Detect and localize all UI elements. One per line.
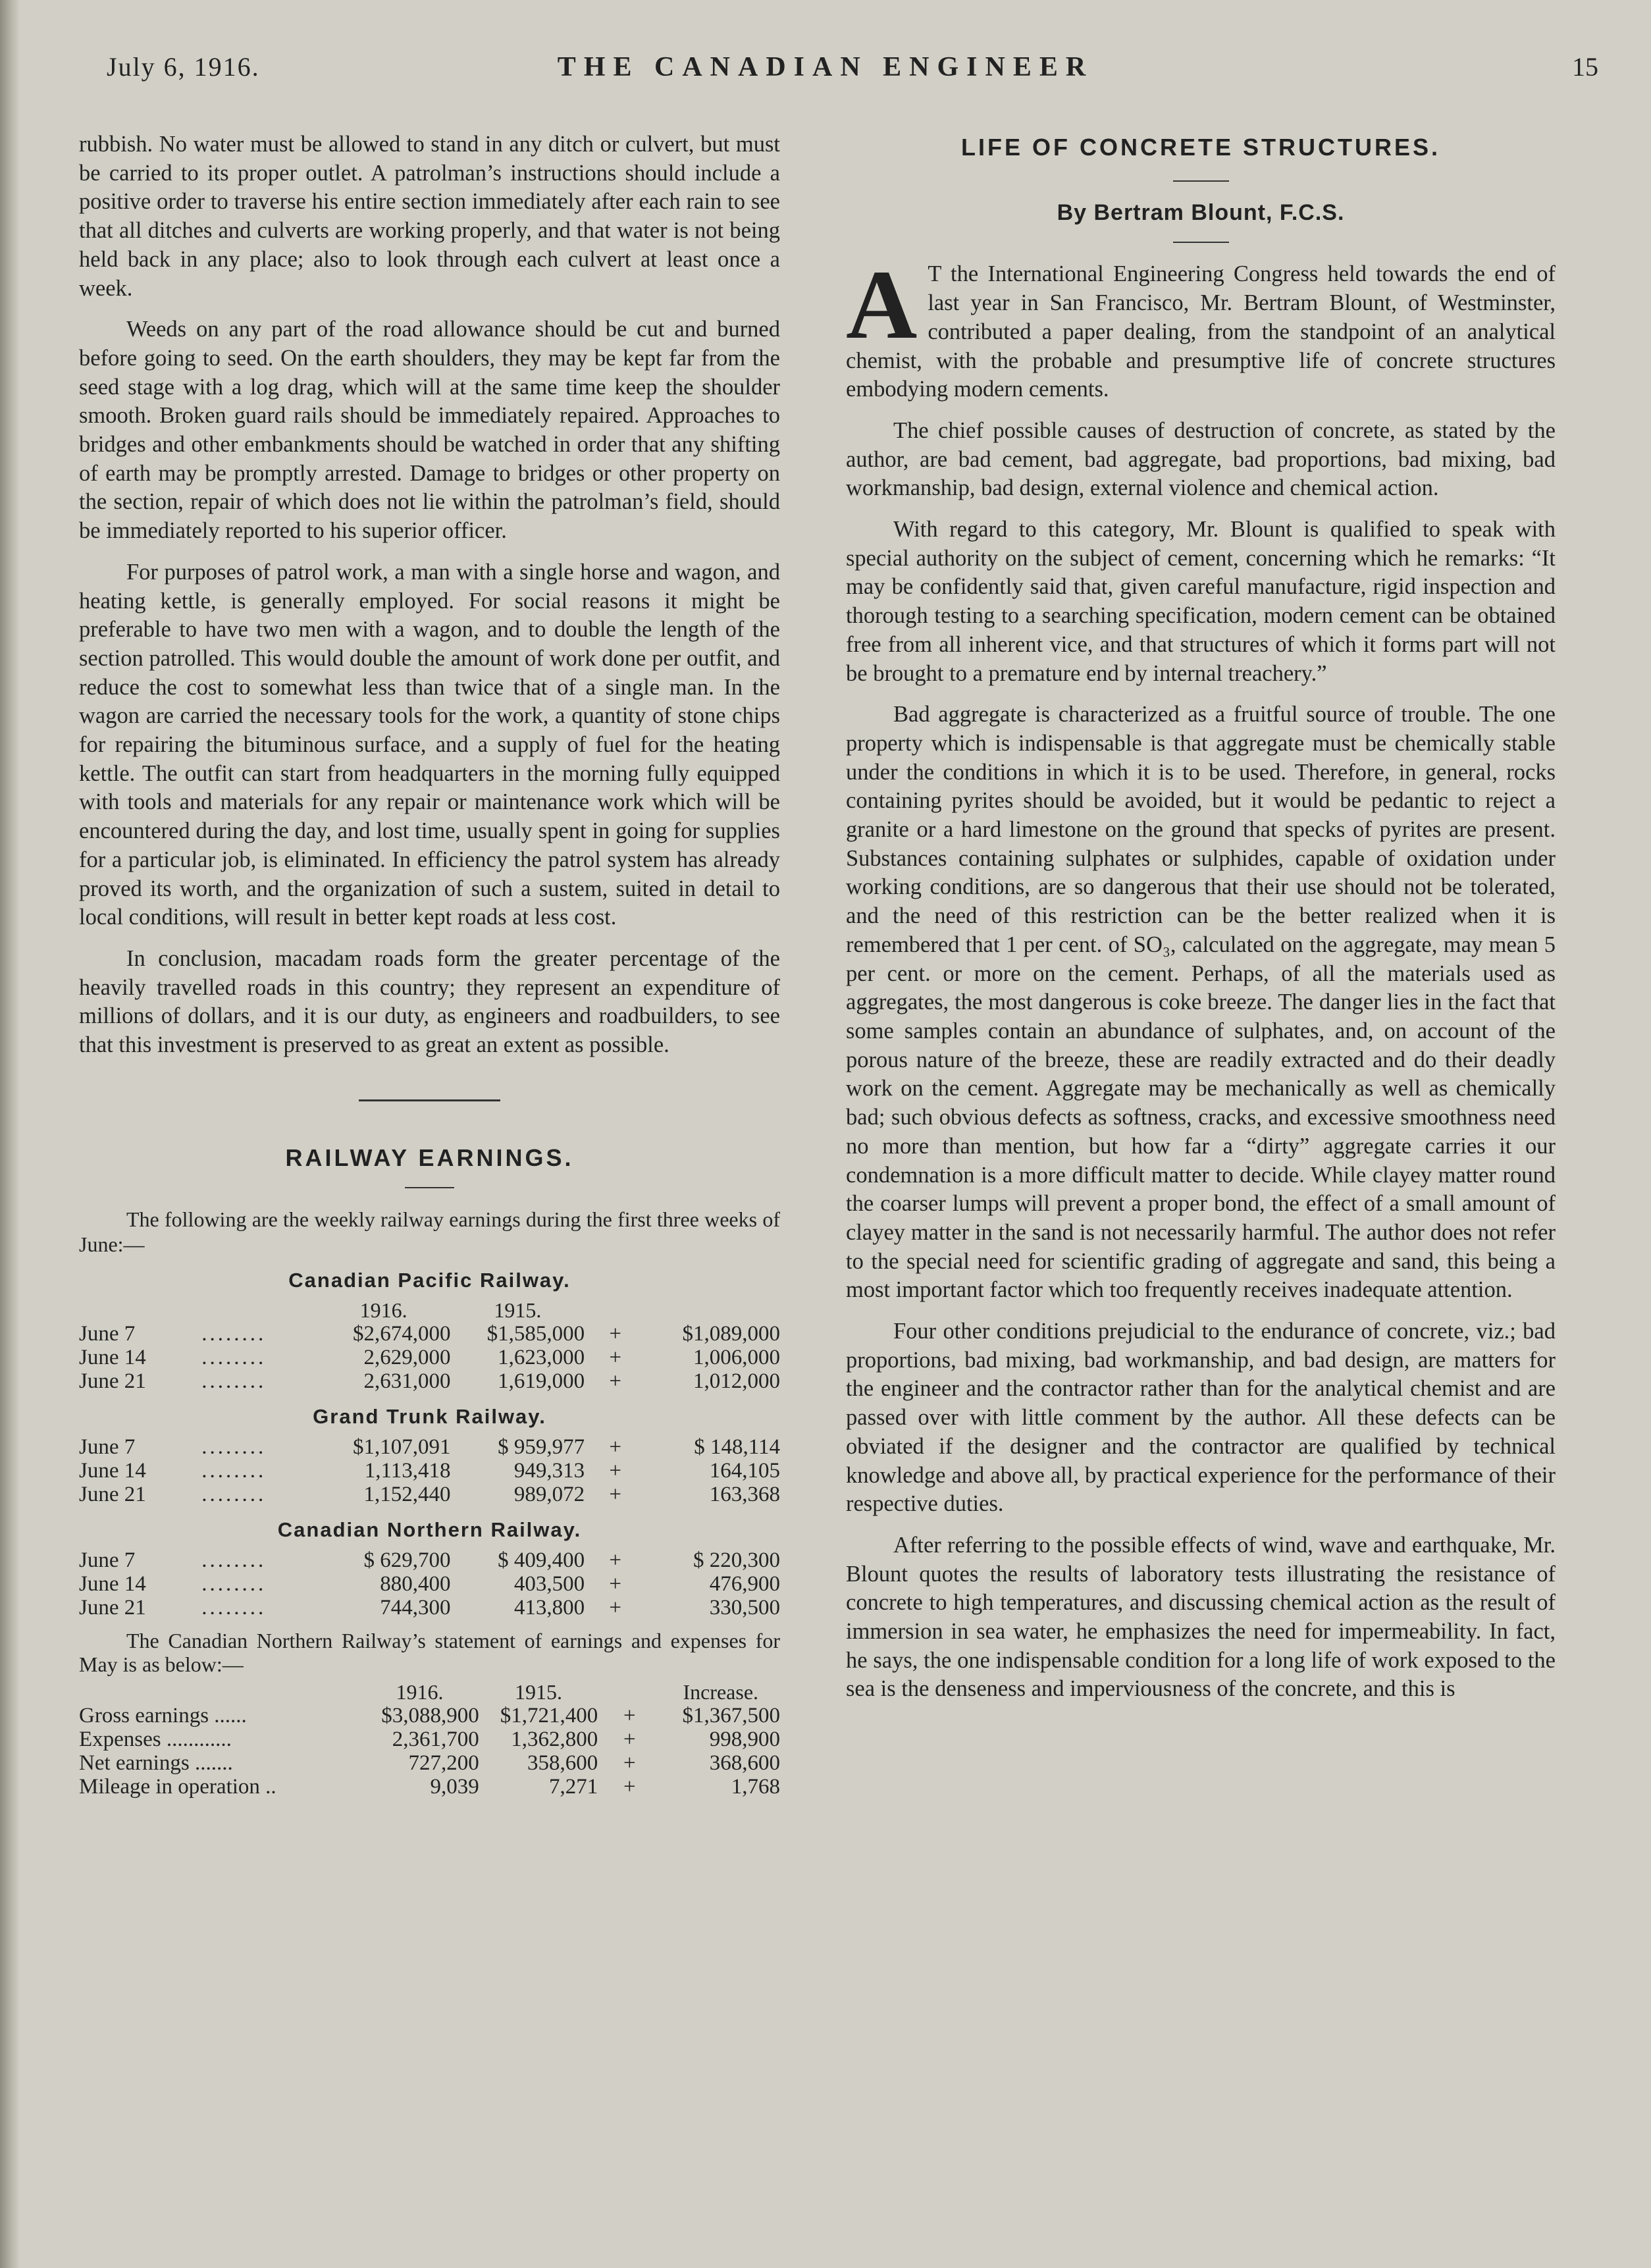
- drop-cap: A: [846, 250, 918, 360]
- table-row: Expenses ............ 2,361,700 1,362,800 + 998,900: [79, 1727, 780, 1751]
- article-paragraph: Bad aggregate is characterized as a fruitful source of trouble. The one property which is indispensable is that aggregate must be chemically stable under the conditions in which it is to be used. Therefore, in general, rocks containing pyrites should be avoided, but it would be pedantic to reject a granite or a hard limestone on the ground that specks of pyrites are present. Substances containing sulphates or sulphides, capable of oxidation under working conditions, are so dangerous that their use should not be tolerated, and the need of this restriction can be the better realized when it is remembered that 1 per cent. of SO₃, calculated on the aggregate, may mean 5 per cent. or more on the cement. Perhaps, of all the materials used as aggregates, the most dangerous is coke breeze. The danger lies in the fact that some samples contain an abundance of sulphates, and, on account of the porous nature of the breeze, these are readily extracted and do their deadly work on the cement. Aggregate may be mechanically as well as chemically bad; such obvious defects as softness, cracks, and excessive smoothness need no more than mention, but how far a “dirty” aggregate carries it our condemnation is a more difficult matter to decide. While clayey matter round the coarser lumps will prevent a proper bond, the effect of a small amount of clayey matter in the sand is not necessarily harmful. The author does not refer to the special need for scientific grading of aggregate and sand, this being a most important factor which too frequently receives inadequate attention.: [846, 702, 1556, 1303]
- table-row: June 14 ........ 880,400 403,500 + 476,900: [79, 1571, 780, 1596]
- table-row: June 21 ........ 1,152,440 989,072 + 163,368: [79, 1482, 780, 1506]
- article-title: LIFE OF CONCRETE STRUCTURES.: [960, 134, 1440, 161]
- col-1915: 1915.: [494, 1298, 542, 1323]
- right-column: [846, 130, 1556, 1716]
- byline-rule: [1173, 242, 1229, 243]
- railway-intro: The following are the weekly railway earnings during the first three weeks of June:—: [79, 1207, 780, 1256]
- section-divider: [359, 1099, 500, 1101]
- table-row: June 7 ........ $2,674,000 $1,585,000 + $1,089,000: [79, 1322, 780, 1346]
- table-row: June 21 ........ 744,300 413,800 + 330,500: [79, 1595, 780, 1620]
- table-row: Gross earnings ...... $3,088,900 $1,721,400 + $1,367,500: [79, 1703, 780, 1727]
- article-byline: By Bertram Blount, F.C.S.: [1057, 199, 1345, 225]
- table-row: June 14 ........ 2,629,000 1,623,000 + 1,006,000: [79, 1346, 780, 1370]
- table-row: June 21 ........ 2,631,000 1,619,000 + 1,012,000: [79, 1369, 780, 1394]
- railway-earnings-tables: [79, 1266, 780, 1620]
- table-row: June 14 ........ 1,113,418 949,313 + 164,105: [79, 1458, 780, 1483]
- earnings-table: [79, 1298, 780, 1393]
- table-row: June 7 ........ $1,107,091 $ 959,977 + $ 148,114: [79, 1435, 780, 1459]
- col-1916: 1916.: [359, 1298, 407, 1323]
- issue-date: July 6, 1916.: [107, 52, 260, 82]
- railway-name: Grand Trunk Railway.: [313, 1405, 546, 1429]
- left-column: [79, 130, 780, 1799]
- earnings-table: [79, 1435, 780, 1506]
- binding-edge: [0, 0, 20, 2268]
- railway-name: Canadian Northern Railway.: [277, 1517, 582, 1541]
- article-paragraph: rubbish. No water must be allowed to stand in any ditch or culvert, but must be carried to its proper outlet. A patrolman’s instructions should include a positive order to traverse his entire section immediately after each rain to see that all ditches and culverts are working properly, and that water is not being held back in any place; also to look through each culvert at least once a week.: [79, 132, 780, 301]
- lead-paragraph: [846, 250, 1556, 404]
- cn-statement-intro: The Canadian Northern Railway’s statement of earnings and expenses for May is as below:—: [79, 1628, 780, 1676]
- railway-earnings-title: RAILWAY EARNINGS.: [285, 1144, 574, 1171]
- title-rule: [405, 1187, 454, 1188]
- cn-statement-table: 1916. 1915. Increase. Gross earnings ...... $3,088,900 $1,721,400 + $1,367,500 Expenses ............ 2,361,700 1,362,800 + 998,900 Net earnings ....... 727,200 358,600 + 368,600 Mileage in operation .. 9,039 7,271 + 1,768: [79, 1679, 780, 1799]
- article-paragraph: With regard to this category, Mr. Blount is qualified to speak with special authority on the subject of cement, concerning which he remarks: “It may be confidently said that, given careful manufacture, rigid inspection and thorough testing to a searching specification, modern cement can be obtained free from all inherent vice, and that structures of which it forms part will not be brought to a premature end by internal treachery.”: [846, 517, 1556, 686]
- running-header: [99, 51, 1598, 97]
- lead-text: T the International Engineering Congress held towards the end of last year in San Francisco, Mr. Bertram Blount, of Westminster, contributed a paper dealing, from the standpoint of an analytical chemist, with the probable and presumptive life of concrete structures embodying modern cements.: [846, 261, 1556, 402]
- page-number: 15: [1572, 52, 1598, 82]
- table-row: Net earnings ....... 727,200 358,600 + 368,600: [79, 1751, 780, 1775]
- title-rule: [1173, 180, 1229, 182]
- article-paragraph: For purposes of patrol work, a man with a single horse and wagon, and heating kettle, is generally employed. For social reasons it might be preferable to have two men with a wagon, and to double the length of the section patrolled. This would double the amount of work done per outfit, and reduce the cost to somewhat less than twice that of a single man. In the wagon are carried the necessary tools for the work, a quantity of stone chips for repairing the bituminous surface, and a supply of fuel for the heating kettle. The outfit can start from headquarters in the morning fully equipped with tools and materials for any repair or maintenance work which will be encountered during the day, and lost time, usually spent in going for supplies for a particular job, is eliminated. In efficiency the patrol system has already proved its worth, and the organization of such a sustem, suited in detail to local conditions, will result in better kept roads at less cost.: [79, 559, 780, 930]
- railway-name: Canadian Pacific Railway.: [288, 1268, 571, 1292]
- earnings-table: [79, 1548, 780, 1620]
- table-row: June 7 ........ $ 629,700 $ 409,400 + $ 220,300: [79, 1548, 780, 1572]
- table-row: Mileage in operation .. 9,039 7,271 + 1,768: [79, 1774, 780, 1799]
- article-paragraph: After referring to the possible effects of wind, wave and earthquake, Mr. Blount quotes the results of laboratory tests illustrating the resistance of concrete to high temperatures, and discussing chemical action as the result of immersion in sea water, he emphasizes the need for impermeability. In fact, he says, the one indispensable condition for a long life of work exposed to the sea is the denseness and imperviousness of the concrete, and this is: [846, 1532, 1556, 1702]
- article-paragraph: The chief possible causes of destruction of concrete, as stated by the author, are bad cement, bad aggregate, bad proportions, bad mixing, bad workmanship, bad design, external violence and chemical action.: [846, 417, 1556, 501]
- article-paragraph: Four other conditions prejudicial to the endurance of concrete, viz.; bad proportions, bad mixing, bad workmanship, and bad design, are matters for the engineer and the contractor rather than for the analytical chemist and are passed over with little comment by the author. All these defects can be obviated if the designer and the contractor are qualified by technical knowledge and above all, by practical experience for the performance of their respective duties.: [846, 1319, 1556, 1517]
- journal-title: THE CANADIAN ENGINEER: [557, 52, 1094, 82]
- article-paragraph: In conclusion, macadam roads form the greater percentage of the heavily travelled roads in this country; they represent an expenditure of millions of dollars, and it is our duty, as engineers and roadbuilders, to see that this investment is preserved to as great an extent as possible.: [79, 945, 780, 1058]
- article-paragraph: Weeds on any part of the road allowance should be cut and burned before going to seed. On the earth shoulders, they may be kept far from the seed stage with a log drag, which will at the same time keep the shoulder smooth. Broken guard rails should be immediately repaired. Approaches to bridges and other embankments should be watched in order that any shifting of earth may be promptly arrested. Damage to bridges or other property on the section, repair of which does not lie within the patrolman’s field, should be immediately reported to his superior officer.: [79, 317, 780, 544]
